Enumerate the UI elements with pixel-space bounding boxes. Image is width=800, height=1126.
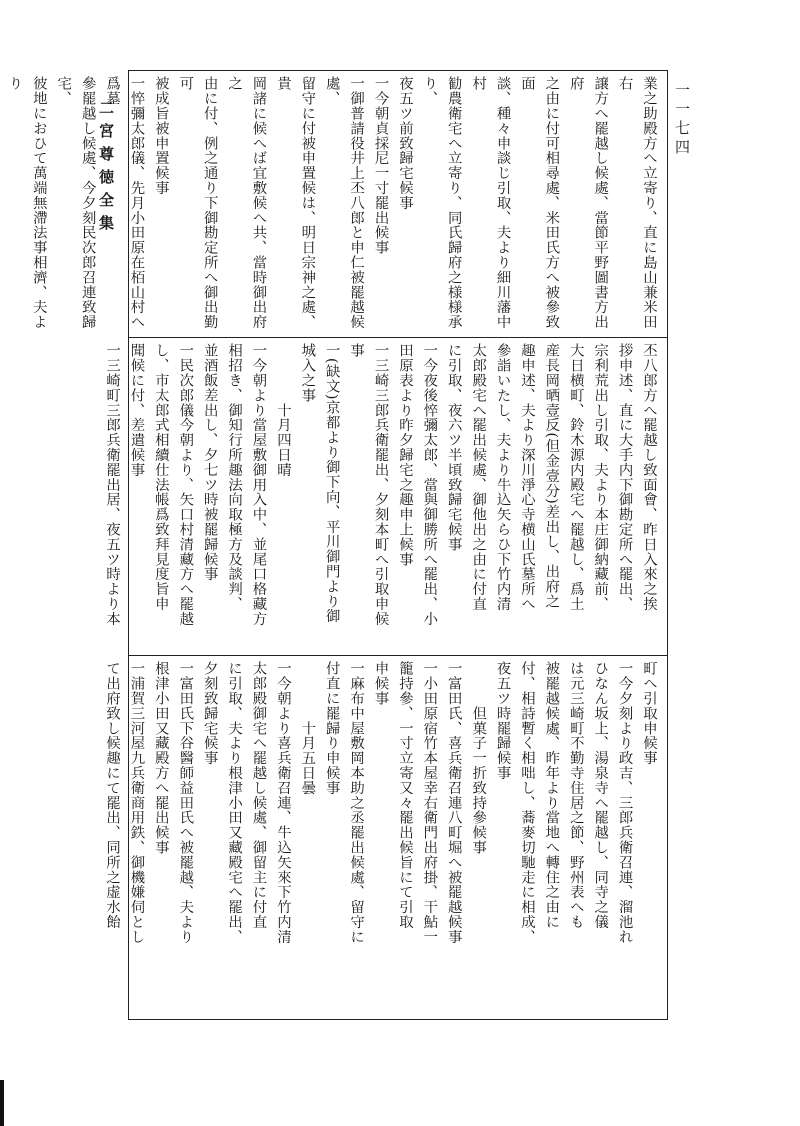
section-middle (104, 343, 661, 649)
scan-edge-mark (0, 1080, 4, 1126)
page-number: 一一七四 (673, 82, 691, 158)
section-middle-text: 丕八郎方へ罷越し致面會、昨日入來之挨 拶申述、直に大手内下御勘定所へ罷出、 宗利荒出し引取、夫より本庄御納藏前、 大日横町、鈴木源内殿宅へ罷越し、爲土 産長岡晒壹反(但金壹分)差出し、出府之 趣申述、夫より深川淨心寺横山氏墓所へ 參詣いたし、夫より牛込矢らひ下竹内清 太郎殿宅へ罷出候處、御他出之由に付直 に引取、夜六ツ半頃致歸宅候事 一今夜後悴彌太郎、當與御勝所へ罷出、小 田原表より昨夕歸宅之趣申上候事 一三崎三郎兵衛罷出、夕刻本町へ引取申候 事 一(缺文)京都より御下向、平川御門より御 城入之事 十月四日晴 一今朝より當屋敷御用入中、並尾口格藏方 相招き、御知行所趣法向取極方及談判、 並酒飯差出し、夕七ツ時被罷歸候事 一民次郎儀今朝より、矢口村清藏方へ罷越 し、市太郎式相續仕法帳爲致拜見度旨申 聞候に付、差遣候事 一三崎町三郎兵衛罷出居、夜五ツ時より本 (104, 343, 657, 627)
section-divider (128, 337, 668, 338)
section-divider (128, 655, 668, 656)
section-top-text: 業之助殿方へ立寄り、直に島山兼米田右 譲方へ罷越し候處、當節平野圖書方出府 之由に付可相尋處、米田氏方へ被參致面 談、種々申談じ引取、夫より細川藩中村 勧農衛宅へ立寄り、同氏歸府之様様承り、 夜五ツ前致歸宅候事 一今朝貞採尼一寸罷出候事 一御普請役井上丕八郎と申仁被罷越候處、 留守に付被申置候は、明日宗神之處、貴 岡諸に候へば宜敷候へ共、當時御出府之 由に付、例之通り下御勘定所へ御出勤可 被成旨被申置候事 一悴彌太郎儀、先月小田原在栢山村へ爲墓 參罷越し候處、今夕刻民次郎召連致歸宅、 彼地におひて萬端無滯法事相濟、夫より (6, 76, 657, 330)
section-bottom (104, 661, 661, 1013)
section-bottom-text: 町へ引取申候事 一今夕刻より政吉、三郎兵衛召連、溜池れ ひなん坂上、湯泉寺へ罷越し、同寺之儀 は元三崎町不勤寺住居之節、野州表へも 被罷越候處、昨年より當地へ轉住之由に 付、相詩暫く相咄し、蕎麥切馳走に相成、 夜五ツ時罷歸候事 但菓子一折致持參候事 一富田氏、喜兵衛召連八町堀へ被罷越候事 一小田原宿竹本屋幸右衛門出府掛、干鮎一 籠持參、一寸立寄又々罷出候旨にて引取 申候事 一麻布中屋敷岡本助之丞罷出候處、留守に 付直に罷歸り申候事 十月五日曇 一今朝より喜兵衛召連、牛込矢來下竹内清 太郎殿御宅へ罷越し候處、御留主に付直 に引取、夫より根津小田又藏殿宅へ罷出、 夕刻致歸宅候事 一富田氏下谷醫師益田氏へ被罷越、夫より 根津小田又藏殿方へ罷出候事 一浦賀三河屋九兵衛商用鉄、御機嫌伺とし て出府致し候趣にて罷出、同所之虚水飴 (104, 661, 657, 945)
book-title: 二宮尊徳全集 (97, 100, 115, 238)
